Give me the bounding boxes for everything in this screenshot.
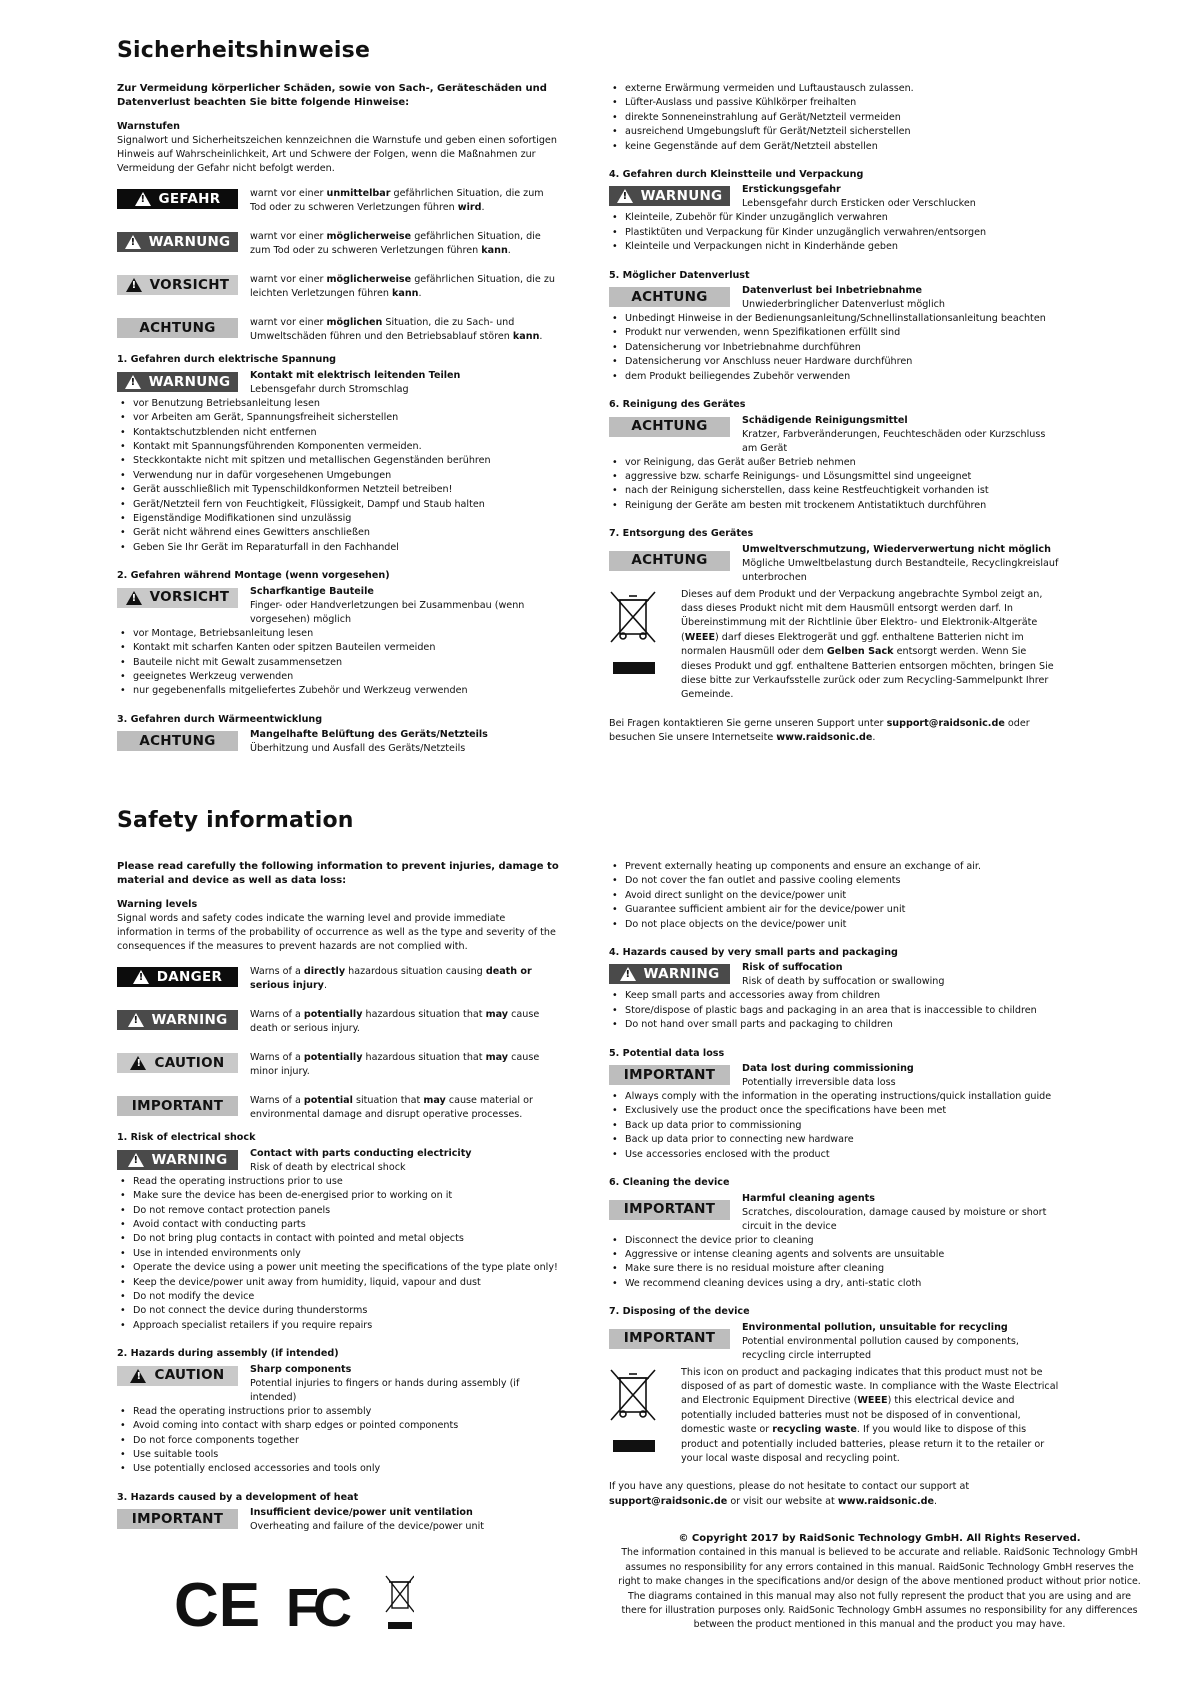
warning-triangle-icon [133, 970, 149, 984]
warning-triangle-icon [125, 235, 141, 249]
hazard-box: ACHTUNG Umweltverschmutzung, Wiederverwertung nicht möglich Mögliche Umweltbelastung durch Bestandteile, Recyclingkreislauf unterbrochen [609, 543, 1059, 585]
page-title-en: Safety information [117, 808, 354, 833]
badge-warning: ! WARNING [117, 1010, 238, 1030]
warning-triangle-icon [130, 1369, 146, 1383]
level-danger: ! DANGER Warns of a directly hazardous situation causing death or serious injury. [117, 965, 562, 993]
level-warnung: ! WARNUNG warnt vor einer möglicherweise gefährlichen Situation, die zum Tod oder zu schweren Verletzungen führen kann. [117, 230, 562, 258]
hazard-box: IMPORTANT Data lost during commissioning Potentially irreversible data loss [609, 1062, 1059, 1090]
section-heading: 7. Entsorgung des Gerätes [609, 528, 754, 540]
warn-heading-en: Warning levels [117, 899, 198, 910]
hazard-box: IMPORTANT Insufficient device/power unit ventilation Overheating and failure of the device/power unit [117, 1506, 562, 1534]
bullet-list: • vor Benutzung Betriebsanleitung lesen • vor Arbeiten am Gerät, Spannungsfreiheit sicherstellen • Kontaktschutzblenden nicht entfernen • Kontakt mit Spannungsführenden Komponenten vermeiden. • Steckkontakte nicht mit spitzen und metallischen Gegenständen berühren • Verwendung nur in dafür vorgesehenen Umgebungen • Gerät ausschließlich mit Typenschildkonformen Netzteil betreiben! • Gerät/Netzteil fern von Feuchtigkeit, Flüssigkeit, Dampf und Staub halten • Eigenständige Modifikationen sind unzulässig • Gerät nicht während eines Gewitters anschließen • Geben Sie Ihr Gerät im Reparaturfall in den Fachhandel [117, 397, 562, 555]
level-achtung: ACHTUNG warnt vor einer möglichen Situation, die zu Sach- und Umweltschäden führen und den Betriebsablauf stören kann. [117, 316, 562, 344]
badge-danger: ! DANGER [117, 967, 238, 987]
page-title-de: Sicherheitshinweise [117, 38, 371, 63]
warn-text-de: Signalwort und Sicherheitszeichen kennzeichnen die Warnstufe und geben einen sofortigen Hinweis auf Wahrscheinlichkeit, Art und Schwere der Folgen, wenn die Maßnahmen zur Vermeidung der Gefahr nicht befolgt werden. [117, 135, 557, 175]
section-heading: 6. Reinigung des Gerätes [609, 399, 746, 411]
badge-achtung: ACHTUNG [117, 318, 238, 338]
warn-text-en: Signal words and safety codes indicate the warning level and provide immediate information in terms of the probability of occurrence as well as the type and severity of the consequences if the measures to prevent hazards are not complied with. [117, 913, 556, 953]
en-left-column [117, 860, 562, 1534]
section-heading: 1. Gefahren durch elektrische Spannung [117, 354, 337, 366]
de-right-column [609, 82, 1059, 746]
intro-en: Please read carefully the following information to prevent injuries, damage to material and device as well as data loss: [117, 861, 559, 886]
contact-en: If you have any questions, please do not hesitate to contact our support at support@raidsonic.de or visit our website at www.raidsonic.de. [609, 1481, 970, 1507]
level-gefahr: ! GEFAHR warnt vor einer unmittelbar gefährlichen Situation, die zum Tod oder zu schweren Verletzungen führen wird. [117, 187, 562, 215]
warning-triangle-icon [128, 1153, 144, 1167]
hazard-box: ! WARNING Risk of suffocation Risk of death by suffocation or swallowing [609, 961, 1059, 989]
bullet-list: • Keep small parts and accessories away from children • Store/dispose of plastic bags and packaging in an area that is inaccessible to children • Do not hand over small parts and packaging to children [609, 989, 1059, 1032]
bullet-list: • Always comply with the information in the operating instructions/quick installation guide • Exclusively use the product once the specifications have been met • Back up data prior to commissioning • Back up data prior to connecting new hardware • Use accessories enclosed with the product [609, 1090, 1059, 1162]
section-heading: 4. Hazards caused by very small parts and packaging [609, 947, 898, 959]
crossed-bin-icon [609, 1366, 669, 1467]
badge-important: IMPORTANT [117, 1096, 238, 1116]
section-heading: 5. Möglicher Datenverlust [609, 269, 750, 281]
warn-heading-de: Warnstufen [117, 121, 180, 132]
hazard-box: ACHTUNG Schädigende Reinigungsmittel Kratzer, Farbveränderungen, Feuchteschäden oder Kurzschluss am Gerät [609, 414, 1059, 456]
section-heading: 2. Hazards during assembly (if intended) [117, 1348, 339, 1360]
level-vorsicht: ! VORSICHT warnt vor einer möglicherweise gefährlichen Situation, die zu leichten Verletzungen führen kann. [117, 273, 562, 301]
hazard-box: ! WARNUNG Erstickungsgefahr Lebensgefahr durch Ersticken oder Verschlucken [609, 183, 1059, 211]
section-heading: 6. Cleaning the device [609, 1177, 730, 1189]
bullet-list: • Kleinteile, Zubehör für Kinder unzugänglich verwahren • Plastiktüten und Verpackung für Kinder unzugänglich verwahren/entsorgen • Kleinteile und Verpackungen nicht in Kinderhände geben [609, 211, 1059, 254]
bullet-list: • Read the operating instructions prior to assembly • Avoid coming into contact with sharp edges or pointed components • Do not force components together • Use suitable tools • Use potentially enclosed accessories and tools only [117, 1405, 562, 1477]
hazard-box: ACHTUNG Mangelhafte Belüftung des Geräts/Netzteils Überhitzung und Ausfall des Geräts/Netzteils [117, 728, 562, 756]
bullet-list: • vor Reinigung, das Gerät außer Betrieb nehmen • aggressive bzw. scharfe Reinigungs- und Lösungsmittel sind ungeeignet • nach der Reinigung sicherstellen, dass keine Restfeuchtigkeit vorhanden ist • Reinigung der Geräte am besten mit trockenem Antistatiktuch durchführen [609, 456, 1059, 514]
section-heading: 3. Gefahren durch Wärmeentwicklung [117, 713, 323, 725]
level-warning: ! WARNING Warns of a potentially hazardous situation that may cause death or serious injury. [117, 1008, 562, 1036]
warning-triangle-icon [126, 278, 142, 292]
hazard-box: IMPORTANT Harmful cleaning agents Scratches, discolouration, damage caused by moisture or short circuit in the device [609, 1192, 1059, 1234]
bullet-list: • Read the operating instructions prior to use • Make sure the device has been de-energised prior to working on it • Do not remove contact protection panels • Avoid contact with conducting parts • Do not bring plug contacts in contact with pointed and metal objects • Use in intended environments only • Operate the device using a power unit meeting the specifications of the type plate only! • Keep the device/power unit away from humidity, liquid, vapour and dust • Do not modify the device • Do not connect the device during thunderstorms • Approach specialist retailers if you require repairs [117, 1175, 562, 1333]
de-left-column [117, 82, 562, 756]
contact-de: Bei Fragen kontaktieren Sie gerne unseren Support unter support@raidsonic.de oder besuchen Sie unsere Internetseite www.raidsonic.de. [609, 717, 1030, 744]
warning-triangle-icon [130, 1056, 146, 1070]
section-heading: 4. Gefahren durch Kleinstteile und Verpackung [609, 169, 864, 181]
weee-notice: Dieses auf dem Produkt und der Verpackung angebrachte Symbol zeigt an, dass dieses Produkt nicht mit dem Hausmüll entsorgt werden darf. In Übereinstimmung mit der Richtlinie über Elektro- und Elektronik-Altgeräte (WEEE) darf dieses Elektrogerät und ggf. enthaltene Batterien nicht im normalen Hausmüll oder dem Gelben Sack entsorgt werden. Wenn Sie dieses Produkt und ggf. enthaltene Batterien entsorgen möchten, bringen Sie diese bitte zur Verkaufsstelle zurück oder zum Recycling-Sammelpunkt Ihrer Gemeinde. [609, 588, 1059, 703]
copyright-title: © Copyright 2017 by RaidSonic Technology GmbH. All Rights Reserved. [678, 1533, 1081, 1544]
warning-triangle-icon [617, 189, 633, 203]
level-caution: ! CAUTION Warns of a potentially hazardous situation that may cause minor injury. [117, 1051, 562, 1079]
warning-triangle-icon [620, 967, 636, 981]
hazard-box: ! CAUTION Sharp components Potential injuries to fingers or hands during assembly (if intended) [117, 1363, 562, 1405]
section-heading: 7. Disposing of the device [609, 1306, 750, 1318]
warning-triangle-icon [126, 591, 142, 605]
section-heading: 5. Potential data loss [609, 1047, 725, 1059]
warning-triangle-icon [128, 1013, 144, 1027]
hazard-box: ! WARNUNG Kontakt mit elektrisch leitenden Teilen Lebensgefahr durch Stromschlag [117, 369, 562, 397]
warning-triangle-icon [135, 192, 151, 206]
bullet-list: • Unbedingt Hinweise in der Bedienungsanleitung/Schnellinstallationsanleitung beachten • Produkt nur verwenden, wenn Spezifikationen erfüllt sind • Datensicherung vor Inbetriebnahme durchführen • Datensicherung vor Anschluss neuer Hardware durchführen • dem Produkt beiliegendes Zubehör verwenden [609, 312, 1059, 384]
badge-warnung: ! WARNUNG [117, 232, 238, 252]
badge-gefahr: ! GEFAHR [117, 189, 238, 209]
ce-mark: CE [174, 1571, 261, 1640]
intro-de: Zur Vermeidung körperlicher Schäden, sowie von Sach-, Geräteschäden und Datenverlust beachten Sie bitte folgende Hinweise: [117, 83, 547, 108]
section-heading: 2. Gefahren während Montage (wenn vorgesehen) [117, 570, 390, 582]
weee-bin-icon [386, 1576, 414, 1612]
hazard-box: ! WARNING Contact with parts conducting electricity Risk of death by electrical shock [117, 1147, 562, 1175]
bullet-list: • externe Erwärmung vermeiden und Luftaustausch zulassen. • Lüfter-Auslass und passive Kühlkörper freihalten • direkte Sonneneinstrahlung auf Gerät/Netzteil vermeiden • ausreichend Umgebungsluft für Gerät/Netzteil sicherstellen • keine Gegenstände auf dem Gerät/Netzteil abstellen [609, 82, 1059, 154]
level-important: IMPORTANT Warns of a potential situation that may cause material or environmental damage and disrupt operative processes. [117, 1094, 562, 1122]
copyright-text: The information contained in this manual is believed to be accurate and reliable. RaidSonic Technology GmbH assumes no responsibility for any errors contained in this manual. RaidSonic Technology GmbH reserves the right to make changes in the specifications and/or design of the above mentioned product without prior notice. The diagrams contained in this manual may also not fully represent the product that you are using and are there for illustration purposes only. RaidSonic Technology GmbH assumes no responsibility for any differences between the product mentioned in this manual and the product you may have. [618, 1547, 1141, 1631]
certification-marks [174, 1570, 414, 1644]
badge-caution: ! CAUTION [117, 1053, 238, 1073]
en-right-column [609, 860, 1059, 1509]
section-heading: 1. Risk of electrical shock [117, 1132, 256, 1144]
copyright-notice [618, 1532, 1141, 1633]
hazard-box: ! VORSICHT Scharfkantige Bauteile Finger- oder Handverletzungen bei Zusammenbau (wenn vorgesehen) möglich [117, 585, 562, 627]
bullet-list: • Disconnect the device prior to cleaning • Aggressive or intense cleaning agents and solvents are unsuitable • Make sure there is no residual moisture after cleaning • We recommend cleaning devices using a dry, anti-static cloth [609, 1234, 1059, 1292]
fc-mark: FC [286, 1578, 346, 1638]
bullet-list: • vor Montage, Betriebsanleitung lesen • Kontakt mit scharfen Kanten oder spitzen Bauteilen vermeiden • Bauteile nicht mit Gewalt zusammensetzen • geeignetes Werkzeug verwenden • nur gegebenenfalls mitgeliefertes Zubehör und Werkzeug verwenden [117, 627, 562, 699]
bullet-list: • Prevent externally heating up components and ensure an exchange of air. • Do not cover the fan outlet and passive cooling elements • Avoid direct sunlight on the device/power unit • Guarantee sufficient ambient air for the device/power unit • Do not place objects on the device/power unit [609, 860, 1059, 932]
warning-triangle-icon [125, 375, 141, 389]
section-heading: 3. Hazards caused by a development of heat [117, 1491, 359, 1503]
hazard-box: ACHTUNG Datenverlust bei Inbetriebnahme Unwiederbringlicher Datenverlust möglich [609, 284, 1059, 312]
badge-vorsicht: ! VORSICHT [117, 275, 238, 295]
hazard-box: IMPORTANT Environmental pollution, unsuitable for recycling Potential environmental pollution caused by components, recycling circle interrupted [609, 1321, 1059, 1363]
weee-notice: This icon on product and packaging indicates that this product must not be disposed of as part of domestic waste. In compliance with the Waste Electrical and Electronic Equipment Directive (WEEE) this electrical device and potentially included batteries must not be disposed of in conventional, domestic waste or recycling waste. If you would like to dispose of this product and potentially included batteries, please return it to the retailer or your local waste disposal and recycling point. [609, 1366, 1059, 1467]
crossed-bin-icon [609, 588, 669, 703]
